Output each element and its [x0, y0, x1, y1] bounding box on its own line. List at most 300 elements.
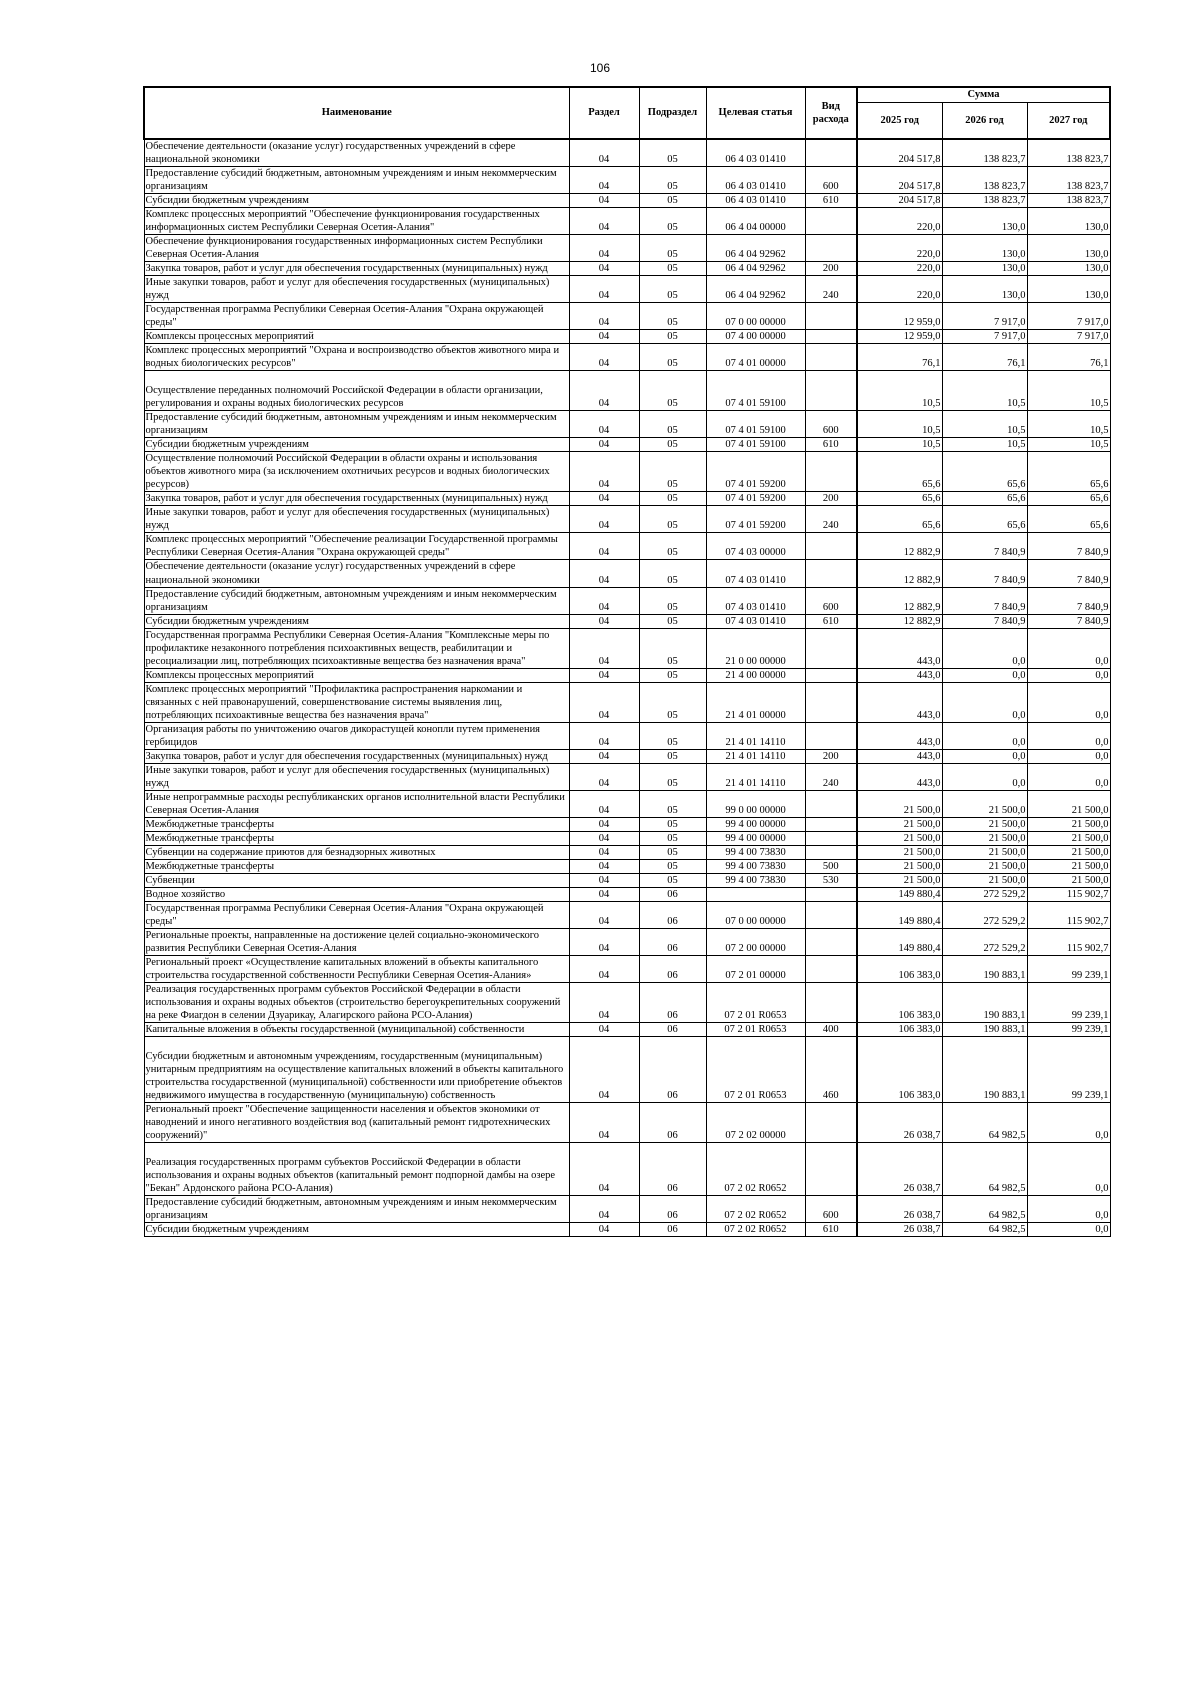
- row-amount-2026: 0,0: [1012, 655, 1026, 667]
- row-name: Комплекс процессных мероприятий "Профилактика распространения наркомании и связанных с ней правонарушений, совершенствование системы выявления лиц, потребляющих психоактивные вещества без назначения врача": [145, 683, 525, 721]
- row-amount-2027: 7 840,9: [1077, 574, 1109, 586]
- row-name: Осуществление переданных полномочий Российской Федерации в области организации, регулирования и охраны водных биологических ресурсов: [145, 385, 543, 410]
- row-name: Государственная программа Республики Северная Осетия-Алания "Комплексные меры по профилактике незаконного потребления психоактивных веществ, реабилитации и ресоциализации лиц, потребляющих психоактивные вещества без назначения врача": [145, 629, 553, 667]
- row-section: 04: [598, 263, 610, 275]
- row-name: Предоставление субсидий бюджетным, автономным учреждениям и иным некоммерческим организациям: [145, 588, 560, 613]
- row-section: 04: [598, 290, 610, 302]
- row-amount-2026: 130,0: [1001, 290, 1026, 302]
- row-target-article: 07 4 01 59100: [725, 398, 786, 410]
- row-subsection: 06: [667, 1010, 678, 1021]
- row-section: 04: [598, 777, 610, 789]
- row-amount-2026: 138 823,7: [983, 195, 1026, 207]
- row-amount-2027: 65,6: [1090, 479, 1109, 491]
- row-section: 04: [598, 1183, 610, 1195]
- row-expense-type: 610: [822, 439, 839, 451]
- row-name: Субвенции: [145, 874, 195, 886]
- row-name: Обеспечение деятельности (оказание услуг) государственных учреждений в сфере национальной экономики: [145, 561, 519, 586]
- row-section: 04: [598, 615, 610, 627]
- row-section: 04: [598, 1090, 610, 1102]
- row-section: 04: [598, 818, 610, 830]
- row-amount-2027: 7 917,0: [1077, 331, 1109, 343]
- header-subsection: Подраздел: [639, 87, 706, 139]
- header-year-2025: 2025 год: [857, 103, 942, 140]
- row-amount-2027: 99 239,1: [1071, 1090, 1109, 1102]
- row-subsection: 05: [667, 154, 678, 166]
- table-row: [144, 668, 1110, 682]
- table-row: [144, 982, 1110, 1022]
- row-section: 04: [598, 874, 610, 886]
- row-amount-2025: 443,0: [916, 669, 941, 681]
- table-row: [144, 560, 1110, 587]
- row-amount-2026: 7 917,0: [994, 317, 1026, 329]
- header-sum: Сумма: [857, 87, 1110, 103]
- row-amount-2026: 64 982,5: [988, 1210, 1026, 1222]
- row-target-article: 07 2 01 R0653: [724, 1024, 787, 1036]
- row-amount-2026: 138 823,7: [983, 154, 1026, 166]
- table-row: [144, 303, 1110, 330]
- row-expense-type: 530: [822, 874, 839, 886]
- row-expense-type: 610: [822, 1224, 839, 1236]
- table-row: [144, 276, 1110, 303]
- row-section: 04: [598, 804, 610, 816]
- table-row: [144, 955, 1110, 982]
- row-subsection: 05: [667, 547, 678, 559]
- row-amount-2026: 272 529,2: [983, 915, 1026, 927]
- row-target-article: 99 4 00 73830: [725, 846, 786, 858]
- row-name: Субсидии бюджетным учреждениям: [145, 615, 309, 627]
- row-amount-2026: 10,5: [1007, 425, 1026, 437]
- row-target-article: 07 0 00 00000: [725, 915, 786, 927]
- row-name: Обеспечение деятельности (оказание услуг) государственных учреждений в сфере национальной экономики: [145, 141, 519, 166]
- row-expense-type: 200: [822, 263, 839, 275]
- row-subsection: 05: [667, 290, 678, 302]
- table-row: [144, 194, 1110, 208]
- row-amount-2026: 138 823,7: [983, 181, 1026, 193]
- row-amount-2025: 10,5: [922, 398, 941, 410]
- row-expense-type: 200: [822, 493, 839, 505]
- row-amount-2027: 21 500,0: [1071, 874, 1109, 886]
- row-amount-2027: 10,5: [1090, 398, 1109, 410]
- row-amount-2026: 76,1: [1007, 358, 1026, 370]
- row-target-article: 21 0 00 00000: [725, 655, 786, 667]
- row-amount-2027: 0,0: [1095, 1183, 1109, 1195]
- row-section: 04: [598, 669, 610, 681]
- row-amount-2026: 10,5: [1007, 398, 1026, 410]
- row-target-article: 06 4 04 00000: [725, 222, 786, 234]
- row-subsection: 05: [667, 615, 678, 627]
- row-target-article: 07 2 00 00000: [725, 942, 786, 954]
- table-row: [144, 873, 1110, 887]
- row-amount-2026: 64 982,5: [988, 1130, 1026, 1142]
- row-amount-2025: 26 038,7: [903, 1183, 941, 1195]
- row-amount-2026: 7 840,9: [994, 615, 1026, 627]
- row-amount-2025: 12 959,0: [903, 317, 941, 329]
- row-name: Предоставление субсидий бюджетным, автономным учреждениям и иным некоммерческим организациям: [145, 1197, 560, 1222]
- table-row: [144, 1223, 1110, 1237]
- row-section: 04: [598, 317, 610, 329]
- table-row: [144, 330, 1110, 344]
- row-amount-2025: 443,0: [916, 709, 941, 721]
- row-target-article: 21 4 01 14110: [725, 777, 786, 789]
- row-amount-2027: 76,1: [1090, 358, 1109, 370]
- row-target-article: 06 4 04 92962: [725, 290, 786, 302]
- row-subsection: 05: [667, 263, 678, 275]
- table-row: [144, 817, 1110, 831]
- row-amount-2025: 12 882,9: [903, 547, 941, 559]
- row-section: 04: [598, 574, 610, 586]
- row-name: Обеспечение функционирования государственных информационных систем Республики Северная Осетия-Алания: [145, 236, 546, 261]
- row-expense-type: 600: [822, 1210, 839, 1222]
- row-amount-2027: 130,0: [1084, 249, 1109, 261]
- row-name: Субсидии бюджетным учреждениям: [145, 439, 309, 451]
- row-amount-2025: 26 038,7: [903, 1224, 941, 1236]
- row-amount-2027: 115 902,7: [1066, 915, 1109, 927]
- row-amount-2026: 7 840,9: [994, 601, 1026, 613]
- table-row: [144, 614, 1110, 628]
- table-row: [144, 262, 1110, 276]
- row-amount-2027: 0,0: [1095, 709, 1109, 721]
- row-target-article: 06 4 03 01410: [725, 195, 786, 207]
- row-amount-2025: 220,0: [916, 263, 941, 275]
- row-section: 04: [598, 832, 610, 844]
- row-expense-type: 240: [822, 520, 839, 532]
- row-target-article: 07 0 00 00000: [725, 317, 786, 329]
- row-subsection: 05: [667, 493, 678, 505]
- row-subsection: 05: [667, 574, 678, 586]
- row-amount-2025: 10,5: [922, 425, 941, 437]
- row-section: 04: [598, 915, 610, 927]
- row-amount-2026: 130,0: [1001, 249, 1026, 261]
- row-name: Межбюджетные трансферты: [145, 860, 275, 872]
- row-amount-2025: 220,0: [916, 222, 941, 234]
- table-row: [144, 492, 1110, 506]
- table-row: [144, 831, 1110, 845]
- row-name: Осуществление полномочий Российской Федерации в области охраны и использования объектов животного мира (за исключением охотничьих ресурсов и водных биологических ресурсов): [145, 453, 553, 491]
- row-section: 04: [598, 601, 610, 613]
- row-section: 04: [598, 331, 610, 343]
- row-section: 04: [598, 358, 610, 370]
- row-amount-2025: 220,0: [916, 249, 941, 261]
- row-amount-2025: 21 500,0: [903, 832, 941, 844]
- row-name: Государственная программа Республики Северная Осетия-Алания "Охрана окружающей среды": [145, 304, 547, 329]
- row-amount-2026: 64 982,5: [988, 1224, 1026, 1236]
- row-amount-2027: 7 840,9: [1077, 547, 1109, 559]
- row-amount-2027: 21 500,0: [1071, 804, 1109, 816]
- row-name: Предоставление субсидий бюджетным, автономным учреждениям и иным некоммерческим организациям: [145, 168, 560, 193]
- row-subsection: 06: [667, 1130, 678, 1142]
- row-subsection: 05: [667, 222, 678, 234]
- table-row: [144, 682, 1110, 722]
- row-target-article: 07 2 02 R0652: [724, 1183, 787, 1195]
- row-name: Субсидии бюджетным и автономным учреждениям, государственным (муниципальным) унитарным предприятиям на осуществление капитальных вложений в объекты капитального строительства государственной (муниципальной) собственности или приобретение объектов недвижимого имущества в государственную (муниципальную) собственность: [145, 1051, 564, 1102]
- row-amount-2025: 149 880,4: [898, 915, 941, 927]
- row-amount-2026: 7 917,0: [994, 331, 1026, 343]
- row-amount-2025: 12 882,9: [903, 615, 941, 627]
- table-row: [144, 235, 1110, 262]
- row-subsection: 06: [667, 1210, 678, 1222]
- header-target-article: Целевая статья: [706, 87, 805, 139]
- row-name: Межбюджетные трансферты: [145, 832, 275, 844]
- row-target-article: 07 2 01 R0653: [724, 1090, 787, 1102]
- row-target-article: 07 4 00 00000: [725, 331, 786, 343]
- row-amount-2026: 21 500,0: [988, 818, 1026, 830]
- row-name: Субвенции на содержание приютов для безнадзорных животных: [145, 846, 436, 858]
- row-subsection: 05: [667, 479, 678, 491]
- row-amount-2025: 220,0: [916, 290, 941, 302]
- row-section: 04: [598, 1024, 610, 1036]
- row-amount-2027: 0,0: [1095, 750, 1109, 762]
- row-amount-2025: 204 517,8: [898, 154, 941, 166]
- row-amount-2027: 7 840,9: [1077, 615, 1109, 627]
- table-row: [144, 452, 1110, 492]
- row-subsection: 05: [667, 818, 678, 830]
- row-name: Организация работы по уничтожению очагов дикорастущей конопли путем применения гербицидов: [145, 723, 543, 748]
- row-amount-2025: 106 383,0: [898, 1024, 941, 1036]
- row-amount-2025: 76,1: [922, 358, 941, 370]
- row-amount-2026: 21 500,0: [988, 846, 1026, 858]
- row-target-article: 99 4 00 00000: [725, 818, 786, 830]
- row-name: Иные непрограммные расходы республиканских органов исполнительной власти Республики Северная Осетия-Алания: [145, 791, 568, 816]
- row-amount-2027: 0,0: [1095, 1130, 1109, 1142]
- row-amount-2026: 190 883,1: [983, 1010, 1026, 1021]
- row-subsection: 05: [667, 520, 678, 532]
- row-subsection: 05: [667, 398, 678, 410]
- row-section: 04: [598, 1010, 610, 1021]
- row-expense-type: 400: [822, 1024, 839, 1036]
- row-subsection: 05: [667, 804, 678, 816]
- row-amount-2027: 115 902,7: [1066, 888, 1109, 900]
- row-amount-2026: 65,6: [1007, 479, 1026, 491]
- row-amount-2027: 10,5: [1090, 439, 1109, 451]
- row-name: Государственная программа Республики Северная Осетия-Алания "Охрана окружающей среды": [145, 902, 547, 927]
- row-amount-2027: 99 239,1: [1071, 1024, 1109, 1036]
- row-name: Комплекс процессных мероприятий "Охрана и воспроизводство объектов животного мира и водных биологических ресурсов": [145, 345, 562, 370]
- row-name: Комплекс процессных мероприятий "Обеспечение функционирования государственных информационных систем Республики Северная Осетия-Алания": [145, 209, 543, 234]
- row-amount-2027: 65,6: [1090, 520, 1109, 532]
- row-target-article: 07 4 01 59100: [725, 439, 786, 451]
- table-row: [144, 1037, 1110, 1103]
- row-target-article: 07 4 03 01410: [725, 574, 786, 586]
- row-expense-type: 240: [822, 777, 839, 789]
- row-expense-type: 600: [822, 601, 839, 613]
- row-amount-2027: 21 500,0: [1071, 818, 1109, 830]
- row-section: 04: [598, 750, 610, 762]
- table-row: [144, 859, 1110, 873]
- row-target-article: 21 4 00 00000: [725, 669, 786, 681]
- row-amount-2026: 272 529,2: [983, 888, 1026, 900]
- row-amount-2026: 10,5: [1007, 439, 1026, 451]
- row-target-article: 07 4 01 59200: [725, 520, 786, 532]
- row-target-article: 07 4 01 59200: [725, 493, 786, 505]
- row-subsection: 06: [667, 1024, 678, 1036]
- table-row: [144, 1103, 1110, 1143]
- table-row: [144, 928, 1110, 955]
- row-section: 04: [598, 1210, 610, 1222]
- row-amount-2025: 204 517,8: [898, 195, 941, 207]
- row-name: Субсидии бюджетным учреждениям: [145, 1224, 309, 1236]
- row-amount-2026: 0,0: [1012, 750, 1026, 762]
- row-section: 04: [598, 1130, 610, 1142]
- row-section: 04: [598, 736, 610, 748]
- row-name: Закупка товаров, работ и услуг для обеспечения государственных (муниципальных) нужд: [145, 263, 548, 275]
- row-amount-2025: 26 038,7: [903, 1210, 941, 1222]
- row-amount-2027: 0,0: [1095, 1210, 1109, 1222]
- row-name: Комплекс процессных мероприятий "Обеспечение реализации Государственной программы Республики Северная Осетия-Алания "Охрана окружающей среды": [145, 534, 561, 559]
- row-amount-2026: 130,0: [1001, 222, 1026, 234]
- row-amount-2025: 12 882,9: [903, 601, 941, 613]
- row-name: Реализация государственных программ субъектов Российской Федерации в области использования и охраны водных объектов (строительство берегоукрепительных сооружений на реке Фиагдон в селении Дзуарикау, Алагирского района РСО-Алания): [145, 983, 564, 1021]
- row-subsection: 05: [667, 331, 678, 343]
- row-amount-2025: 149 880,4: [898, 942, 941, 954]
- row-subsection: 06: [667, 969, 678, 981]
- row-amount-2027: 130,0: [1084, 263, 1109, 275]
- row-subsection: 05: [667, 317, 678, 329]
- row-name: Иные закупки товаров, работ и услуг для обеспечения государственных (муниципальных) нужд: [145, 764, 552, 789]
- row-amount-2025: 443,0: [916, 655, 941, 667]
- row-amount-2026: 0,0: [1012, 777, 1026, 789]
- row-amount-2026: 130,0: [1001, 263, 1026, 275]
- row-section: 04: [598, 425, 610, 437]
- row-amount-2027: 138 823,7: [1066, 195, 1109, 207]
- row-amount-2025: 149 880,4: [898, 888, 941, 900]
- table-row: [144, 1023, 1110, 1037]
- row-name: Комплексы процессных мероприятий: [145, 669, 314, 681]
- row-subsection: 05: [667, 425, 678, 437]
- row-subsection: 05: [667, 249, 678, 261]
- row-target-article: 06 4 04 92962: [725, 249, 786, 261]
- row-expense-type: 610: [822, 195, 839, 207]
- row-target-article: 06 4 04 92962: [725, 263, 786, 275]
- row-section: 04: [598, 547, 610, 559]
- row-amount-2025: 443,0: [916, 750, 941, 762]
- row-target-article: 21 4 01 14110: [725, 736, 786, 748]
- row-amount-2026: 21 500,0: [988, 860, 1026, 872]
- row-amount-2027: 21 500,0: [1071, 860, 1109, 872]
- row-amount-2025: 65,6: [922, 493, 941, 505]
- row-target-article: 99 4 00 73830: [725, 860, 786, 872]
- header-expense-type: Вид расхода: [805, 87, 857, 139]
- row-subsection: 06: [667, 1090, 678, 1102]
- row-section: 04: [598, 249, 610, 261]
- row-target-article: 07 4 01 59100: [725, 425, 786, 437]
- row-target-article: 07 2 01 00000: [725, 969, 786, 981]
- row-amount-2026: 272 529,2: [983, 942, 1026, 954]
- row-target-article: 07 2 02 R0652: [724, 1210, 787, 1222]
- row-subsection: 05: [667, 655, 678, 667]
- row-section: 04: [598, 222, 610, 234]
- row-amount-2026: 21 500,0: [988, 874, 1026, 886]
- table-row: [144, 749, 1110, 763]
- row-subsection: 05: [667, 358, 678, 370]
- table-row: [144, 587, 1110, 614]
- row-expense-type: 240: [822, 290, 839, 302]
- row-amount-2025: 21 500,0: [903, 818, 941, 830]
- row-section: 04: [598, 520, 610, 532]
- row-section: 04: [598, 154, 610, 166]
- row-amount-2026: 21 500,0: [988, 832, 1026, 844]
- row-amount-2027: 21 500,0: [1071, 832, 1109, 844]
- row-section: 04: [598, 655, 610, 667]
- row-amount-2026: 0,0: [1012, 669, 1026, 681]
- table-row: [144, 167, 1110, 194]
- row-name: Иные закупки товаров, работ и услуг для обеспечения государственных (муниципальных) нужд: [145, 507, 552, 532]
- row-amount-2027: 130,0: [1084, 222, 1109, 234]
- row-amount-2025: 65,6: [922, 479, 941, 491]
- row-amount-2025: 26 038,7: [903, 1130, 941, 1142]
- table-row: [144, 1196, 1110, 1223]
- row-name: Закупка товаров, работ и услуг для обеспечения государственных (муниципальных) нужд: [145, 750, 548, 762]
- row-section: 04: [598, 709, 610, 721]
- row-name: Капитальные вложения в объекты государственной (муниципальной) собственности: [145, 1024, 525, 1036]
- page-number: 106: [589, 61, 611, 75]
- row-section: 04: [598, 860, 610, 872]
- row-amount-2027: 99 239,1: [1071, 969, 1109, 981]
- row-amount-2026: 21 500,0: [988, 804, 1026, 816]
- row-name: Региональный проект "Обеспечение защищенности населения и объектов экономики от наводнений и иного негативного воздействия вод (капитальный ремонт гидротехнических сооружений)": [145, 1104, 554, 1142]
- row-target-article: 07 4 01 00000: [725, 358, 786, 370]
- row-amount-2027: 65,6: [1090, 493, 1109, 505]
- row-subsection: 06: [667, 888, 678, 900]
- row-amount-2026: 190 883,1: [983, 1024, 1026, 1036]
- table-row: [144, 790, 1110, 817]
- row-target-article: 07 4 03 01410: [725, 615, 786, 627]
- table-row: [144, 506, 1110, 533]
- row-amount-2025: 21 500,0: [903, 860, 941, 872]
- budget-table: [143, 86, 1111, 1237]
- row-subsection: 06: [667, 1183, 678, 1195]
- row-subsection: 06: [667, 915, 678, 927]
- row-subsection: 05: [667, 181, 678, 193]
- row-amount-2025: 443,0: [916, 777, 941, 789]
- row-target-article: 99 4 00 73830: [725, 874, 786, 886]
- row-target-article: 07 2 02 R0652: [724, 1224, 787, 1236]
- row-amount-2025: 106 383,0: [898, 1090, 941, 1102]
- row-section: 04: [598, 1224, 610, 1236]
- row-amount-2027: 0,0: [1095, 655, 1109, 667]
- row-subsection: 06: [667, 942, 678, 954]
- row-amount-2027: 10,5: [1090, 425, 1109, 437]
- row-target-article: 07 2 01 R0653: [724, 1010, 787, 1021]
- row-amount-2026: 64 982,5: [988, 1183, 1026, 1195]
- row-expense-type: 600: [822, 181, 839, 193]
- row-subsection: 05: [667, 709, 678, 721]
- row-subsection: 05: [667, 832, 678, 844]
- row-amount-2027: 0,0: [1095, 736, 1109, 748]
- row-section: 04: [598, 493, 610, 505]
- table-row: [144, 371, 1110, 411]
- row-amount-2026: 0,0: [1012, 736, 1026, 748]
- row-amount-2026: 65,6: [1007, 520, 1026, 532]
- row-target-article: 21 4 01 00000: [725, 709, 786, 721]
- table-row: [144, 139, 1110, 167]
- row-amount-2027: 130,0: [1084, 290, 1109, 302]
- row-amount-2026: 0,0: [1012, 709, 1026, 721]
- row-section: 04: [598, 969, 610, 981]
- row-amount-2027: 99 239,1: [1071, 1010, 1109, 1021]
- row-amount-2027: 7 840,9: [1077, 601, 1109, 613]
- row-amount-2025: 10,5: [922, 439, 941, 451]
- row-amount-2027: 0,0: [1095, 669, 1109, 681]
- row-expense-type: 500: [822, 860, 839, 872]
- row-subsection: 05: [667, 601, 678, 613]
- row-amount-2025: 12 882,9: [903, 574, 941, 586]
- row-amount-2026: 190 883,1: [983, 969, 1026, 981]
- row-name: Субсидии бюджетным учреждениям: [145, 195, 309, 207]
- row-name: Региональные проекты, направленные на достижение целей социально-экономического развития Республики Северная Осетия-Алания: [145, 929, 542, 954]
- row-expense-type: 600: [822, 425, 839, 437]
- row-subsection: 06: [667, 1224, 678, 1236]
- row-amount-2025: 12 959,0: [903, 331, 941, 343]
